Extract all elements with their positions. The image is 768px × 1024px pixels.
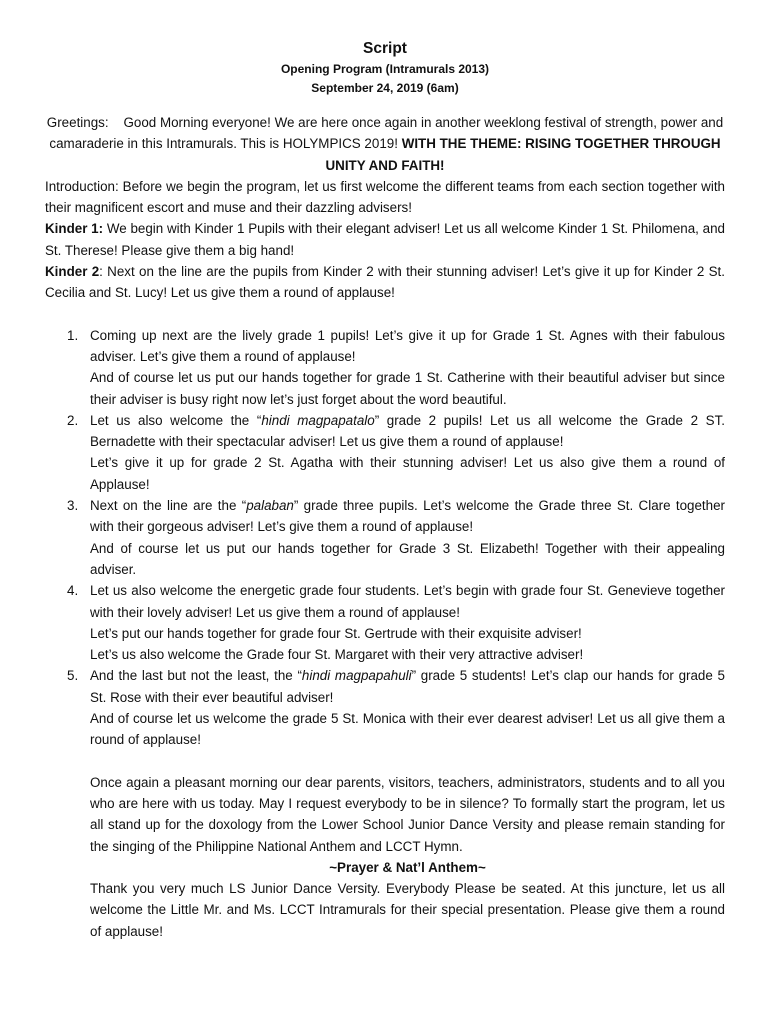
kinder1-text: We begin with Kinder 1 Pupils with their elegant adviser! Let us all welcome Kinder 1 St. Philomena, and St. Therese! Please give them a big hand! <box>45 221 725 258</box>
kinder2-paragraph <box>45 261 725 304</box>
list-item <box>67 495 725 580</box>
kinder2-text: : Next on the line are the pupils from Kinder 2 with their stunning adviser! Let’s give it up for Kinder 2 St. Cecilia and St. Lucy! Let us give them a round of applause! <box>45 264 725 301</box>
list-item-lead <box>90 665 725 708</box>
program-date: September 24, 2019 (6am) <box>311 81 459 95</box>
list-item-extra: And of course let us put our hands together for Grade 3 St. Elizabeth! Together with their appealing adviser. <box>90 540 725 577</box>
introduction-paragraph: Introduction: Before we begin the program, let us first welcome the different teams from each section together with their magnificent escort and muse and their dazzling advisers! <box>45 178 725 216</box>
list-item-lead-pre: Next on the line are the “ <box>90 498 247 514</box>
list-item-extra: And of course let us put our hands together for grade 1 St. Catherine with their beautiful adviser but since their adviser is busy right now let’s just forget about the word beautiful. <box>90 370 725 407</box>
greetings-text: Good Morning everyone! We are here once again in another weeklong festival of strength, power and camaraderie in this Intramurals. This is HOLYMPICS 2019! <box>49 115 724 152</box>
list-item-number: 2. <box>67 412 79 428</box>
list-item <box>67 410 725 495</box>
list-item-lead: Coming up next are the lively grade 1 pupils! Let’s give it up for Grade 1 St. Agnes with their fabulous adviser. Let’s give them a round of applause! <box>90 327 725 364</box>
list-item-emphasis: hindi magpapahuli <box>301 668 412 684</box>
list-item-number: 5. <box>67 668 79 684</box>
list-item-lead-pre: And the last but not the least, the “ <box>90 668 302 684</box>
document-page <box>45 38 725 942</box>
list-item <box>67 580 725 665</box>
kinder2-label: Kinder 2 <box>45 264 100 280</box>
greetings-label: Greetings: <box>46 115 109 130</box>
greetings-paragraph <box>45 112 725 176</box>
list-item-lead-pre: Let us also welcome the “ <box>90 412 262 428</box>
grade-list <box>45 325 725 751</box>
list-item-lead-post: ” grade 5 students! Let’s clap our hands for grade 5 St. Rose with their ever beautiful adviser! <box>90 668 725 705</box>
list-item-extra: Let’s give it up for grade 2 St. Agatha with their stunning adviser! Let us also give them a round of Applause! <box>90 455 725 492</box>
list-item-number: 3. <box>67 498 79 514</box>
list-item-emphasis: palaban <box>246 498 294 514</box>
list-item-extra: And of course let us welcome the grade 5 St. Monica with their ever dearest adviser! Let us all give them a round of applause! <box>90 711 725 748</box>
kinder1-paragraph <box>45 218 725 261</box>
list-item <box>67 325 725 410</box>
greetings-theme: WITH THE THEME: RISING TOGETHER THROUGH UNITY AND FAITH! <box>325 136 721 173</box>
list-item-lead <box>90 495 725 538</box>
list-item-lead-post: ” grade three pupils. Let’s welcome the Grade three St. Clare together with their gorgeous adviser! Let’s give them a round of applause! <box>90 498 725 535</box>
list-item-extra-2: Let’s us also welcome the Grade four St. Margaret with their very attractive adviser! <box>90 647 584 663</box>
list-item <box>67 665 725 750</box>
list-item-number: 1. <box>67 327 79 343</box>
list-item-lead <box>90 410 725 453</box>
after-paragraph: Thank you very much LS Junior Dance Versity. Everybody Please be seated. At this juncture, let us all welcome the Little Mr. and Ms. LCCT Intramurals for their special presentation. Please give them a round of applause! <box>90 881 725 939</box>
list-item-extra: Let’s put our hands together for grade four St. Gertrude with their exquisite adviser! <box>90 625 582 641</box>
list-item-emphasis: hindi magpapatalo <box>261 412 375 428</box>
list-item-number: 4. <box>67 583 79 599</box>
kinder1-label: Kinder 1: <box>45 221 104 237</box>
list-item-lead-post: ” grade 2 pupils! Let us all welcome the Grade 2 ST. Bernadette with their spectacular adviser! Let us give them a round of applause! <box>90 412 725 450</box>
page-title: Script <box>363 40 407 57</box>
prayer-heading: ~Prayer & Nat’l Anthem~ <box>329 859 486 875</box>
program-subtitle: Opening Program (Intramurals 2013) <box>280 62 490 76</box>
list-item-lead: Let us also welcome the energetic grade four students. Let’s begin with grade four St. Genevieve together with their lovely adviser! Let us give them a round of applause! <box>90 583 725 620</box>
closing-paragraph: Once again a pleasant morning our dear parents, visitors, teachers, administrators, students and to all you who are here with us today. May I request everybody to be in silence? To formally start the program, let us all stand up for the doxology from the Lower School Junior Dance Versity and please remain standing for the singing of the Philippine National Anthem and LCCT Hymn. <box>90 774 725 854</box>
